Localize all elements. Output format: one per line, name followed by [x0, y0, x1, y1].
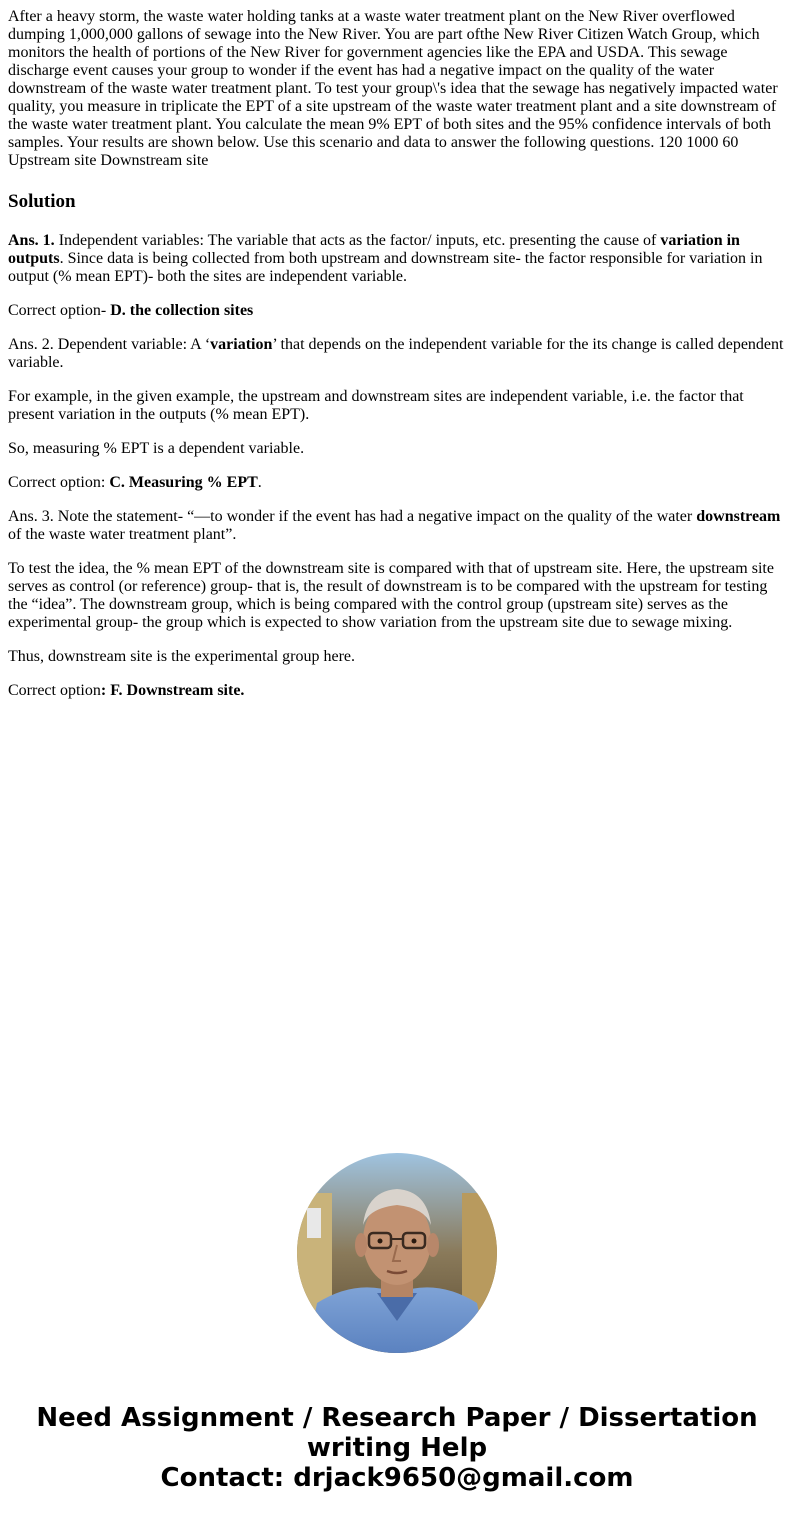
answer-2-text-a: Ans. 2. Dependent variable: A ‘: [8, 336, 211, 353]
correct-option-prefix: Correct option-: [8, 302, 111, 319]
answer-3-thus: Thus, downstream site is the experimental group here.: [8, 648, 356, 665]
answer-3-explanation: To test the idea, the % mean EPT of the downstream site is compared with that of upstream site. Here, the upstream site serves as control (or reference) group- that is, the result of downstream is to be compared with the upstream for testing the “idea”. The downstream group, which is being compared with the control group (upstream site) serves as the experimental group- the group which is expected to show variation from the upstream site due to sewage mixing.: [8, 560, 774, 631]
answer-3-text-b: of the waste water treatment plant”.: [8, 526, 237, 543]
correct-option-value: : F. Downstream site.: [100, 682, 245, 699]
answer-3-correct-option: [8, 682, 786, 700]
answer-2-correct-option: [8, 474, 786, 492]
answer-2-bold: variation: [210, 336, 273, 353]
correct-option-value: C. Measuring % EPT: [109, 474, 258, 491]
answer-1-text-a: Independent variables: The variable that acts as the factor/ inputs, etc. presenting the cause of: [54, 232, 661, 249]
document-body: [8, 8, 786, 716]
answer-2-text-b: ’ that depends on the independent variable for the its change is called dependent variable.: [8, 336, 784, 371]
answer-3-paragraph: [8, 508, 786, 544]
correct-option-suffix: .: [257, 474, 262, 491]
answer-1-paragraph: [8, 232, 786, 286]
footer-line-1: Need Assignment / Research Paper / Dissertation: [36, 1403, 758, 1433]
footer-banner: [0, 1403, 794, 1493]
answer-3-bold: downstream: [696, 508, 781, 525]
answer-2-example: For example, in the given example, the upstream and downstream sites are independent variable, i.e. the factor that present variation in the outputs (% mean EPT).: [8, 388, 744, 423]
answer-1-label: Ans. 1.: [8, 232, 55, 249]
footer-line-2: writing Help: [306, 1433, 488, 1463]
footer-contact: Contact: drjack9650@gmail.com: [160, 1463, 634, 1493]
answer-2-so: So, measuring % EPT is a dependent variable.: [8, 440, 305, 457]
author-portrait-image: [297, 1153, 497, 1353]
answer-1-correct-option: [8, 302, 786, 320]
answer-1-bold: variation in outputs: [8, 232, 740, 267]
question-text: After a heavy storm, the waste water holding tanks at a waste water treatment plant on the New River overflowed dumping 1,000,000 gallons of sewage into the New River. You are part ofthe New River Citizen Watch Group, which monitors the health of portions of the New River for government agencies like the EPA and USDA. This sewage discharge event causes your group to wonder if the event has had a negative impact on the quality of the water downstream of the waste water treatment plant. To test your group\'s idea that the sewage has negatively impacted water quality, you measure in triplicate the EPT of a site upstream of the waste water treatment plant and a site downstream of the waste water treatment plant. You calculate the mean 9% EPT of both sites and the 95% confidence intervals of both samples. Your results are shown below. Use this scenario and data to answer the following questions. 120 1000 60 Upstream site Downstream site: [8, 8, 778, 169]
solution-heading: Solution: [8, 191, 76, 212]
correct-option-prefix: Correct option:: [8, 474, 110, 491]
author-avatar: [297, 1153, 497, 1353]
answer-3-text-a: Ans. 3. Note the statement- “—to wonder if the event has had a negative impact on the quality of the water: [8, 508, 697, 525]
correct-option-prefix: Correct option: [8, 682, 101, 699]
answer-1-text-b: . Since data is being collected from both upstream and downstream site- the factor responsible for variation in output (% mean EPT)- both the sites are independent variable.: [8, 250, 763, 285]
correct-option-value: D. the collection sites: [110, 302, 254, 319]
answer-2-paragraph: [8, 336, 786, 372]
